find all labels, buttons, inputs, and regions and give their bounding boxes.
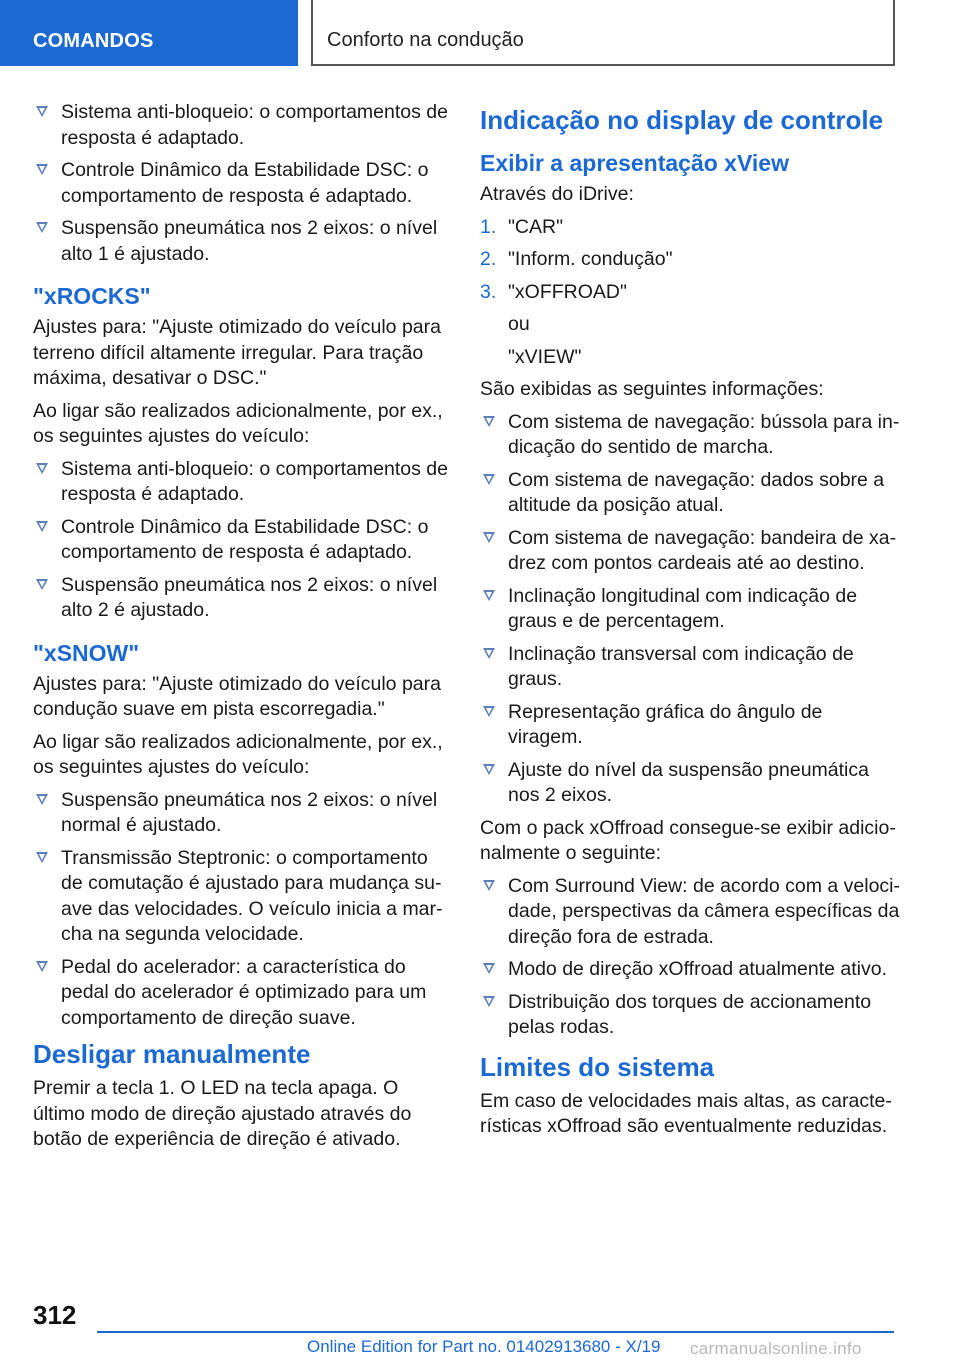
xrocks-intro: Ao ligar são realizados adicionalmente, por ex., os seguintes ajustes do veículo: [33,399,443,447]
list-item: Suspensão pneumática nos 2 eixos: o nível alto 1 é ajustado. [33,216,448,267]
triangle-bullet-icon [483,590,495,601]
list-item: Sistema anti-bloqueio: o comportamentos de resposta é adaptado. [33,457,448,508]
limits-heading: Limites do sistema [480,1051,715,1082]
triangle-bullet-icon [36,463,48,474]
step-alt: "xVIEW" [508,345,582,368]
triangle-bullet-icon [483,532,495,543]
step-item: 3. "xOFFROAD" ou "xVIEW" [480,280,900,371]
left-column [33,100,448,1160]
list-item: Inclinação longitudinal com indicação de graus e de percentagem. [480,584,900,635]
page-number: 312 [33,1300,77,1330]
xsnow-heading: "xSNOW" [33,639,140,666]
manual-off-text: Premir a tecla 1. O LED na tecla apaga. O último modo de direção ajustado através do botão de experiência de direção é ativado. [33,1077,412,1150]
triangle-bullet-icon [36,222,48,233]
triangle-bullet-icon [483,648,495,659]
triangle-bullet-icon [483,764,495,775]
list-item: Suspensão pneumática nos 2 eixos: o nível normal é ajustado. [33,788,448,839]
xrocks-heading: "xROCKS" [33,283,151,309]
right-column [480,100,900,1147]
triangle-bullet-icon [483,880,495,891]
triangle-bullet-icon [483,416,495,427]
triangle-bullet-icon [483,996,495,1007]
xview-subheading: Exibir a apresentação xView [480,150,789,176]
list-item: Representação gráfica do ângulo de viragem. [480,700,900,751]
list-item: Com sistema de navegação: dados sobre a altitude da posição atual. [480,468,900,519]
pack-bullet-list [480,874,900,1041]
list-item: Modo de direção xOffroad atualmente ativo. [480,957,900,983]
list-item: Distribuição dos torques de accionamento pelas rodas. [480,990,900,1041]
limits-text: Em caso de velocidades mais altas, as características xOffroad são eventualmente reduzidas. [480,1089,892,1137]
watermark: carmanualsonline.info [690,1339,862,1358]
step-item: 2. "Inform. condução" [480,248,673,270]
triangle-bullet-icon [483,706,495,717]
xrocks-bullet-list [33,457,448,624]
list-item: Inclinação transversal com indicação de graus. [480,642,900,693]
manual-off-heading: Desligar manualmente [33,1039,311,1069]
list-item: Controle Dinâmico da Estabilidade DSC: o comportamento de resposta é adaptado. [33,158,448,209]
list-item: Com sistema de navegação: bandeira de xadrez com pontos cardeais até ao destino. [480,526,900,577]
triangle-bullet-icon [483,474,495,485]
triangle-bullet-icon [36,521,48,532]
section-tab: COMANDOS [0,0,298,66]
edition-text: Online Edition for Part no. 01402913680 - X/19 [307,1337,661,1356]
footer-divider [97,1331,894,1333]
xsnow-bullet-list [33,788,448,1032]
triangle-bullet-icon [36,106,48,117]
step-or: ou [508,313,530,335]
pack-intro: Com o pack xOffroad consegue-se exibir adicionalmente o seguinte: [480,816,896,864]
info-bullet-list [480,410,900,809]
chapter-title: Conforto na condução [311,0,895,66]
triangle-bullet-icon [36,794,48,805]
xrocks-description: Ajustes para: "Ajuste otimizado do veículo para terreno difícil altamente irregular. Para tração máxima, desativar o DSC." [33,316,441,389]
intro-bullet-list [33,100,448,267]
list-item: Com sistema de navegação: bússola para indicação do sentido de marcha. [480,410,900,461]
triangle-bullet-icon [36,852,48,863]
list-item: Pedal do acelerador: a característica do pedal do acelerador é optimizado para um comportamento de direção suave. [33,955,448,1032]
triangle-bullet-icon [483,963,495,974]
xsnow-description: Ajustes para: "Ajuste otimizado do veículo para condução suave em pista escorregadia." [33,672,441,720]
list-item: Controle Dinâmico da Estabilidade DSC: o comportamento de resposta é adaptado. [33,515,448,566]
list-item: Transmissão Steptronic: o comportamento de comutação é ajustado para mudança suave das velocidades. O veículo inicia a marcha na segunda velocidade. [33,846,448,948]
list-item: Ajuste do nível da suspensão pneumática nos 2 eixos. [480,758,900,809]
info-intro: São exibidas as seguintes informações: [480,378,824,400]
list-item: Suspensão pneumática nos 2 eixos: o nível alto 2 é ajustado. [33,573,448,624]
triangle-bullet-icon [36,164,48,175]
idrive-via: Através do iDrive: [480,183,634,205]
triangle-bullet-icon [36,961,48,972]
display-heading: Indicação no display de controle [480,105,884,135]
idrive-steps [480,215,900,371]
xsnow-intro: Ao ligar são realizados adicionalmente, por ex., os seguintes ajustes do veículo: [33,730,443,778]
step-item: 1. "CAR" [480,215,564,238]
list-item: Com Surround View: de acordo com a velocidade, perspectivas da câmera específicas da direção fora de estrada. [480,874,900,951]
triangle-bullet-icon [36,579,48,590]
list-item: Sistema anti-bloqueio: o comportamentos de resposta é adaptado. [33,100,448,151]
